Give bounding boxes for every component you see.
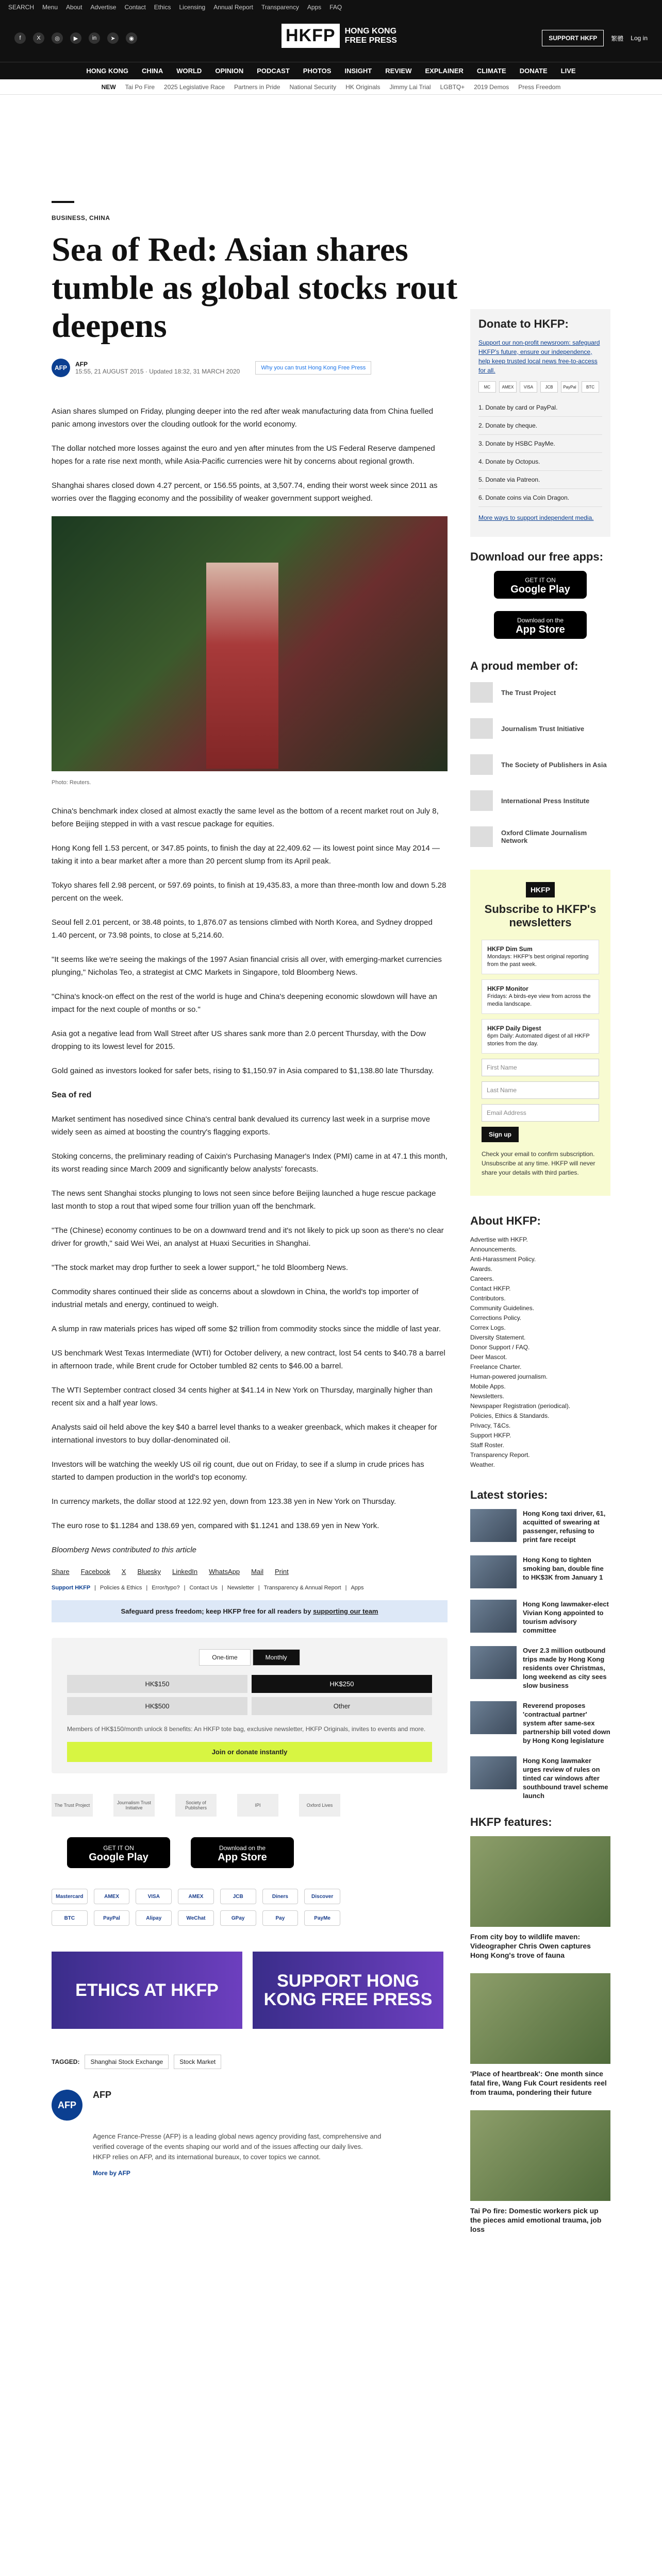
about-link[interactable]: Announcements. [470,1246,517,1253]
transparency-link[interactable]: Transparency & Annual Report [263,1585,341,1591]
trending-link[interactable]: 2025 Legislative Race [164,83,225,91]
donate-method[interactable]: 2. Donate by cheque. [478,417,602,435]
donate-methods [478,399,602,507]
rss-icon[interactable]: ◉ [126,32,137,44]
proud-member-logo[interactable]: The Trust Project [470,680,610,705]
trending-link[interactable]: Jimmy Lai Trial [389,83,431,91]
article-photo [52,516,448,771]
promo-text: Safeguard press freedom; keep HKFP free for all readers by [121,1607,313,1615]
newsletter-link[interactable]: Newsletter [227,1585,254,1591]
story-thumbnail [470,1756,517,1789]
paragraph: Hong Kong fell 1.53 percent, or 347.85 points, to finish the day at 22,409.62 — its lowest point since May 2014 — taking it into a bear market after a more than 20 percent slump from its April peak. [52,844,440,866]
about-links [470,1235,610,1470]
paragraph: Seoul fell 2.01 percent, or 38.48 points, to 1,876.07 as tensions climbed with North Korea, and Sydney dropped 1.40 percent, or 73.98 points, to close at 5,214.60. [52,918,433,940]
author-box-name[interactable]: AFP [93,2090,111,2100]
about-link[interactable]: Corrections Policy. [470,1314,522,1321]
amount-option[interactable]: HK$150 [67,1675,247,1693]
trending-link[interactable]: Tai Po Fire [125,83,155,91]
trust-link[interactable]: Why you can trust Hong Kong Free Press [255,361,371,375]
x-icon[interactable]: X [33,32,44,44]
about-link[interactable]: Diversity Statement. [470,1334,526,1341]
gp-small: GET IT ON [525,577,556,584]
nav-donate[interactable]: DONATE [519,67,548,75]
paragraph: "The stock market may drop further to seek a lower support," he told Bloomberg News. [52,1263,349,1272]
payment-logo: Diners [262,1889,299,1904]
proud-member-logo[interactable]: The Society of Publishers in Asia [470,752,610,777]
about-link[interactable]: Anti-Harassment Policy. [470,1256,536,1263]
amount-option[interactable]: HK$500 [67,1697,247,1715]
paragraph: Gold gained as investors looked for safer bets, rising to $1,150.97 in Asia compared to $1,138.80 late Thursday. [52,1066,434,1075]
support-link[interactable]: Support HKFP [52,1585,91,1591]
author-box [52,2090,448,2177]
top-link-ethics[interactable]: Ethics [154,4,171,11]
donate-method[interactable]: 4. Donate by Octopus. [478,453,602,471]
paragraph: A slump in raw materials prices has wiped off some $2 trillion from commodity stocks since the middle of last year. [52,1325,441,1333]
top-link-contact[interactable]: Contact [124,4,146,11]
nav-podcast[interactable]: PODCAST [257,67,290,75]
trending-link[interactable]: HK Originals [345,83,380,91]
features-section [470,1816,610,2234]
feature-image [470,1836,610,1927]
story-title: Reverend proposes 'contractual partner' system after same-sex partnership bill voted down by Hong Kong legislature [523,1702,610,1744]
top-link-transparency[interactable]: Transparency [261,4,299,11]
story-thumbnail [470,1509,517,1542]
about-link[interactable]: Support HKFP. [470,1432,511,1439]
story-item[interactable] [470,1756,610,1800]
about-link[interactable]: Freelance Charter. [470,1363,522,1370]
app-store-button[interactable] [494,611,587,639]
feature-image [470,2110,610,2201]
language-link[interactable]: 繁體 [611,35,624,42]
top-link-apps[interactable]: Apps [307,4,322,11]
payment-logo: GPay [220,1910,256,1926]
byline: AFP AFP 15:55, 21 AUGUST 2015 · Updated 18:32, 31 MARCH 2020 Why you can trust Hong Kong Free Press [52,359,448,377]
member-logo[interactable]: The Trust Project [52,1794,93,1817]
main-nav [0,62,662,79]
last-name-input[interactable]: Last Name [482,1081,599,1099]
more-ways-link[interactable]: More ways to support independent media. [478,514,594,521]
newsletter-fineprint: Check your email to confirm subscription. Unsubscribe at any time. HKFP will never share your details with third parties. [482,1150,595,1176]
feature-card[interactable] [470,1836,610,1960]
sidebar-app-buttons [470,571,610,639]
newsletter-option[interactable] [482,1019,599,1054]
card-logo: MC [478,381,496,393]
paragraph: "The (Chinese) economy continues to be on a downward trend and it's not likely to pick up soon as there's no clear driver for growth," said Wei Wei, an analyst at Huaxi Securities in Shanghai. [52,1226,444,1248]
payment-logo: PayPal [94,1910,130,1926]
support-banner[interactable]: SUPPORT HONG KONG FREE PRESS [253,1952,443,2029]
trending-link[interactable]: 2019 Demos [474,83,509,91]
linkedin-icon[interactable]: in [89,32,100,44]
signup-button[interactable]: Sign up [482,1127,519,1142]
ethics-banner[interactable]: ETHICS AT HKFP [52,1952,242,2029]
about-link[interactable]: Weather. [470,1461,495,1468]
about-link[interactable]: Human-powered journalism. [470,1373,548,1380]
member-logo[interactable]: Oxford Lives [299,1794,340,1817]
newsletter-option[interactable] [482,979,599,1014]
top-bar [0,0,662,14]
facebook-icon[interactable]: f [14,32,26,44]
paragraph: Analysts said oil held above the key $40 a barrel level thanks to a weaker greenback, which makes it cheaper for international investors to buy dollar-denominated oil. [52,1423,437,1445]
newsletter-title: Subscribe to HKFP's newsletters [484,903,597,929]
logo-text: HONG KONG FREE PRESS [344,26,397,45]
donate-title: Donate to HKFP: [478,317,569,330]
site-header [0,14,662,62]
payment-logo: PayMe [304,1910,340,1926]
payment-logo: BTC [52,1910,88,1926]
card-logos [478,381,602,393]
about-link[interactable]: Careers. [470,1275,494,1282]
about-link[interactable]: Privacy, T&Cs. [470,1422,511,1429]
author-avatar-large[interactable]: AFP [52,2090,82,2121]
feature-card[interactable] [470,1973,610,2097]
frequency-toggle [67,1649,432,1666]
story-title: Hong Kong lawmaker-elect Vivian Kong appointed to tourism advisory committee [523,1600,609,1634]
story-thumbnail [470,1600,517,1633]
feature-title: From city boy to wildlife maven: Videographer Chris Owen captures Hong Kong's trove of fauna [470,1933,591,1959]
nav-china[interactable]: CHINA [142,67,163,75]
newsletter-signup [470,870,610,1196]
as-big: App Store [218,1852,267,1863]
author-name[interactable]: AFP [75,361,88,368]
member-logo[interactable]: Society of Publishers [175,1794,217,1817]
paragraph: Investors will be watching the weekly US oil rig count, due out on Friday, to see if a slump in crude prices has started to dampen production in the world's top economy. [52,1460,424,1482]
nav-opinion[interactable]: OPINION [215,67,244,75]
trending-label: NEW [101,83,116,91]
feature-image [470,1973,610,2064]
proud-member-logo[interactable]: Oxford Climate Journalism Network [470,824,610,849]
proud-member-logo[interactable]: Journalism Trust Initiative [470,716,610,741]
gp-big: Google Play [89,1852,148,1863]
publish-date: 15:55, 21 AUGUST 2015 [75,368,144,375]
nav-climate[interactable]: CLIMATE [476,67,506,75]
payment-logo: Mastercard [52,1889,88,1904]
donate-method[interactable]: 3. Donate by HSBC PayMe. [478,435,602,453]
story-thumbnail [470,1646,517,1679]
youtube-icon[interactable]: ▶ [70,32,81,44]
paragraph: Shanghai shares closed down 4.27 percent, or 156.55 points, at 3,507.74, ending their worst week since 2011 as worries over the flagging economy and the possibility of weaker government support weighed. [52,481,438,503]
tags-label: TAGGED: [52,2058,80,2065]
member-benefits-note: Members of HK$150/month unlock 8 benefits: An HKFP tote bag, exclusive newsletter, HKFP Originals, invites to events and more. [67,1725,426,1733]
contribution-note: Bloomberg News contributed to this article [52,1546,196,1554]
share-whatsapp[interactable]: WhatsApp [209,1568,240,1575]
amount-options [67,1675,432,1715]
app-store-button[interactable] [191,1837,294,1868]
article-category[interactable]: BUSINESS, CHINA [52,214,110,222]
about-link[interactable]: Donor Support / FAQ. [470,1344,530,1351]
paragraph: Commodity shares continued their slide as concerns about a slowdown in China, the world's top importer of industrial metals and energy, continued to weigh. [52,1287,419,1309]
trending-link[interactable]: National Security [289,83,337,91]
newsletter-logo: HKFP [526,882,555,897]
features-title: HKFP features: [470,1816,552,1828]
about-link[interactable]: Transparency Report. [470,1451,530,1459]
story-title: Hong Kong lawmaker urges review of rules on tinted car windows after southbound travel scheme launch [523,1757,608,1800]
subheading: Sea of red [52,1091,92,1099]
article-title: Sea of Red: Asian shares tumble as global stocks rout deepens [52,231,458,345]
about-link[interactable]: Newsletters. [470,1393,505,1400]
share-bluesky[interactable]: Bluesky [137,1568,161,1575]
payment-logo: AMEX [94,1889,130,1904]
amount-option-other[interactable]: Other [252,1697,432,1715]
payment-logo: AMEX [178,1889,214,1904]
proud-title: A proud member of: [470,659,578,672]
paragraph: In currency markets, the dollar stood at 122.92 yen, down from 123.38 yen in New York on Thursday. [52,1497,396,1506]
gp-big: Google Play [510,584,570,595]
freq-monthly[interactable]: Monthly [253,1649,300,1666]
as-small: Download on the [219,1844,266,1852]
nav-explainer[interactable]: EXPLAINER [425,67,464,75]
about-link[interactable]: Correx Logs. [470,1324,506,1331]
paragraph: The dollar notched more losses against the euro and yen after minutes from the US Federal Reserve dampened hopes for a rate rise next month, while Asia-Pacific currencies were hit by concerns about regional growth. [52,444,435,466]
paragraph: The euro rose to $1.1284 and 138.69 yen, compared with $1.1241 and 138.69 yen in New York. [52,1521,379,1530]
option-desc: Fridays: A birds-eye view from across the media landscape. [487,993,591,1007]
story-item[interactable] [470,1555,610,1588]
top-link-advertise[interactable]: Advertise [90,4,117,11]
paragraph: Tokyo shares fell 2.98 percent, or 597.69 points, to finish at 19,435.83, a more than three-month low and down 5.28 percent on the week. [52,881,446,903]
tag-link[interactable]: Stock Market [174,2055,221,2069]
latest-title: Latest stories: [470,1488,548,1501]
amount-option-selected[interactable]: HK$250 [252,1675,432,1693]
feature-title: 'Place of heartbreak': One month since fatal fire, Wang Fuk Court residents reel from trauma, pondering their future [470,2070,607,2096]
payment-logo: VISA [136,1889,172,1904]
share-bar [52,1568,448,1575]
article [52,113,458,2177]
about-link[interactable]: Community Guidelines. [470,1304,535,1312]
share-link[interactable]: Share [52,1568,70,1575]
freq-one-time[interactable]: One-time [199,1649,250,1666]
promo-banners [52,1952,448,2029]
donate-text-link[interactable]: Support our non-profit newsroom: safeguard HKFP's future, ensure our independence, help keep trusted local news free-to-access for all. [478,339,600,374]
nav-photos[interactable]: PHOTOS [303,67,332,75]
as-big: App Store [516,624,565,635]
first-name-input[interactable]: First Name [482,1059,599,1076]
trending-link[interactable]: LGBTQ+ [440,83,465,91]
policies-link[interactable]: Policies & Ethics [100,1585,142,1591]
author-bio: Agence France-Presse (AFP) is a leading global news agency providing fast, comprehensive and verified coverage of the events shaping our world and of the issues affecting our daily lives. HKFP relies on AFP, and its international bureaux, to cover topics we cannot. [93,2132,382,2161]
paragraph: Stoking concerns, the preliminary reading of Caixin's Purchasing Manager's Index (PMI) came in at 47.1 this month, its worst reading since March 2009 and significantly below analysts' forecasts. [52,1152,448,1174]
payment-logo: JCB [220,1889,256,1904]
paragraph: China's benchmark index closed at almost exactly the same level as the bottom of a recent market rout on July 8, before Beijing stepped in with a vast rescue package for equities. [52,807,439,828]
sidebar [470,113,610,2247]
about-link[interactable]: Newspaper Registration (periodical). [470,1402,571,1410]
story-item[interactable] [470,1701,610,1745]
donate-panel [470,309,610,537]
story-title: Hong Kong to tighten smoking ban, double fine to HK$3K from January 1 [523,1556,604,1581]
menu-link[interactable]: Menu [42,4,58,11]
nav-world[interactable]: WORLD [176,67,202,75]
trending-bar [0,79,662,95]
instagram-icon[interactable]: ◎ [52,32,63,44]
about-link[interactable]: Staff Roster. [470,1442,504,1449]
photo-caption: Photo: Reuters. [52,779,91,786]
login-link[interactable]: Log in [631,35,648,42]
card-logo: PayPal [561,381,578,393]
error-link[interactable]: Error/typo? [152,1585,180,1591]
paragraph: Asia got a negative lead from Wall Street after US shares sank more than 2.0 percent Thursday, with the Dow dropping to its lowest level for 2015. [52,1029,426,1051]
card-logo: BTC [582,381,599,393]
promo-link[interactable]: supporting our team [313,1607,378,1615]
about-link[interactable]: Policies, Ethics & Standards. [470,1412,550,1419]
newsletter-option[interactable] [482,940,599,974]
share-facebook[interactable]: Facebook [80,1568,110,1575]
trending-link[interactable]: Press Freedom [518,83,561,91]
top-link-faq[interactable]: FAQ [329,4,342,11]
tag-link[interactable]: Shanghai Stock Exchange [85,2055,169,2069]
search-link[interactable]: SEARCH [8,4,35,11]
top-link-licensing[interactable]: Licensing [179,4,206,11]
paragraph: "It seems like we're seeing the makings of the 1997 Asian financial crisis all over, with emerging-market currencies plunging," Nicholas Teo, a strategist at CMC Markets in Singapore, told Bloomberg News. [52,955,442,977]
paragraph: "China's knock-on effect on the rest of the world is huge and China's deepening economic slowdown will have an impact for the next couple of months or so." [52,992,437,1014]
member-logo[interactable]: IPI [237,1794,278,1817]
nav-hong-kong[interactable]: HONG KONG [86,67,129,75]
story-thumbnail [470,1555,517,1588]
donation-widget [52,1638,448,1773]
more-by-author-link[interactable]: More by AFP [93,2170,130,2177]
card-logo: JCB [540,381,558,393]
member-logos [52,1794,448,1817]
author-avatar[interactable]: AFP [52,359,70,377]
feature-card[interactable] [470,2110,610,2234]
site-logo[interactable] [282,24,407,48]
paragraph: Asian shares slumped on Friday, plunging deeper into the red after weak manufacturing data from China fuelled panic among investors over the clouding outlook for the world economy. [52,407,434,429]
paragraph: The news sent Shanghai stocks plunging to lows not seen since before Beijing launched a huge rescue package last month to stop a rout that wiped some four trillion yuan off the benchmark. [52,1189,436,1211]
about-link[interactable]: Mobile Apps. [470,1383,506,1390]
nav-review[interactable]: REVIEW [385,67,412,75]
nav-live[interactable]: LIVE [560,67,576,75]
latest-stories [470,1509,610,1800]
article-body [52,405,448,1556]
apps-title: Download our free apps: [470,550,603,563]
payment-logo: Pay [262,1910,299,1926]
payment-methods [52,1889,340,1926]
paragraph: The WTI September contract closed 34 cents higher at $41.14 in New York on Thursday, marginally higher than recent six and a half year lows. [52,1386,433,1408]
option-name: HKFP Daily Digest [487,1025,541,1032]
top-link-about[interactable]: About [66,4,82,11]
story-item[interactable] [470,1646,610,1690]
about-link[interactable]: Contact HKFP. [470,1285,511,1292]
option-name: HKFP Monitor [487,985,528,992]
about-title: About HKFP: [470,1214,541,1227]
photo-figure [206,563,278,769]
donate-text [478,338,602,375]
nav-insight[interactable]: INSIGHT [344,67,372,75]
story-item[interactable] [470,1600,610,1635]
trending-link[interactable]: Partners in Pride [234,83,280,91]
updated-date: Updated 18:32, 31 MARCH 2020 [149,368,240,375]
footer-links: Support HKFP | Policies & Ethics | Error/typo? | Contact Us | Newsletter | Transparency & Annual Report | Apps [52,1585,364,1591]
app-store-buttons [67,1837,448,1868]
donate-method[interactable]: 6. Donate coins via Coin Dragon. [478,489,602,507]
about-link[interactable]: Awards. [470,1265,493,1273]
top-link-annual-report[interactable]: Annual Report [213,4,253,11]
payment-logo: WeChat [178,1910,214,1926]
about-link[interactable]: Deer Mascot. [470,1353,507,1361]
share-x[interactable]: X [121,1568,126,1575]
email-input[interactable]: Email Address [482,1104,599,1122]
paragraph: Market sentiment has nosedived since China's central bank devalued its currency last week in a surprise move widely seen as aimed at boosting the country's flagging exports. [52,1115,431,1137]
donate-method[interactable]: 5. Donate via Patreon. [478,471,602,489]
tags [52,2055,448,2069]
story-title: Over 2.3 million outbound trips made by Hong Kong residents over Christmas, long weekend as city sees slow business [523,1647,607,1689]
proud-member-list [470,680,610,849]
telegram-icon[interactable]: ➤ [107,32,119,44]
contact-link[interactable]: Contact Us [189,1585,218,1591]
card-logo: AMEX [499,381,517,393]
option-name: HKFP Dim Sum [487,945,533,953]
payment-logo: Alipay [136,1910,172,1926]
google-play-button[interactable] [494,571,587,599]
story-item[interactable] [470,1509,610,1544]
payment-logo: Discover [304,1889,340,1904]
apps-link[interactable]: Apps [351,1585,364,1591]
feature-title: Tai Po fire: Domestic workers pick up the pieces amid emotional trauma, job loss [470,2207,602,2233]
gp-small: GET IT ON [103,1844,134,1852]
paragraph: US benchmark West Texas Intermediate (WTI) for October delivery, a new contract, lost 54 cents to $40.78 a barrel in afternoon trade, while Brent crude for October tumbled 82 cents to $46.00 a barrel. [52,1349,445,1370]
support-button[interactable]: SUPPORT HKFP [542,30,604,46]
proud-member-logo[interactable]: International Press Institute [470,788,610,813]
story-title: Hong Kong taxi driver, 61, acquitted of swearing at passenger, refusing to print fare receipt [523,1510,606,1544]
member-logo[interactable]: Journalism Trust Initiative [113,1794,155,1817]
as-small: Download on the [517,617,564,624]
logo-box: HKFP [282,24,340,48]
donate-method[interactable]: 1. Donate by card or PayPal. [478,399,602,417]
google-play-button[interactable] [67,1837,170,1868]
share-linkedin[interactable]: LinkedIn [172,1568,198,1575]
kicker-rule [52,201,74,203]
option-desc: Mondays: HKFP's best original reporting from the past week. [487,954,589,968]
card-logo: VISA [520,381,537,393]
option-desc: 6pm Daily: Automated digest of all HKFP stories from the day. [487,1033,590,1047]
share-print[interactable]: Print [274,1568,289,1575]
donate-button[interactable]: Join or donate instantly [67,1742,432,1762]
about-link[interactable]: Contributors. [470,1295,506,1302]
share-mail[interactable]: Mail [251,1568,263,1575]
story-thumbnail [470,1701,517,1734]
about-link[interactable]: Advertise with HKFP. [470,1236,528,1243]
support-promo [52,1600,448,1622]
